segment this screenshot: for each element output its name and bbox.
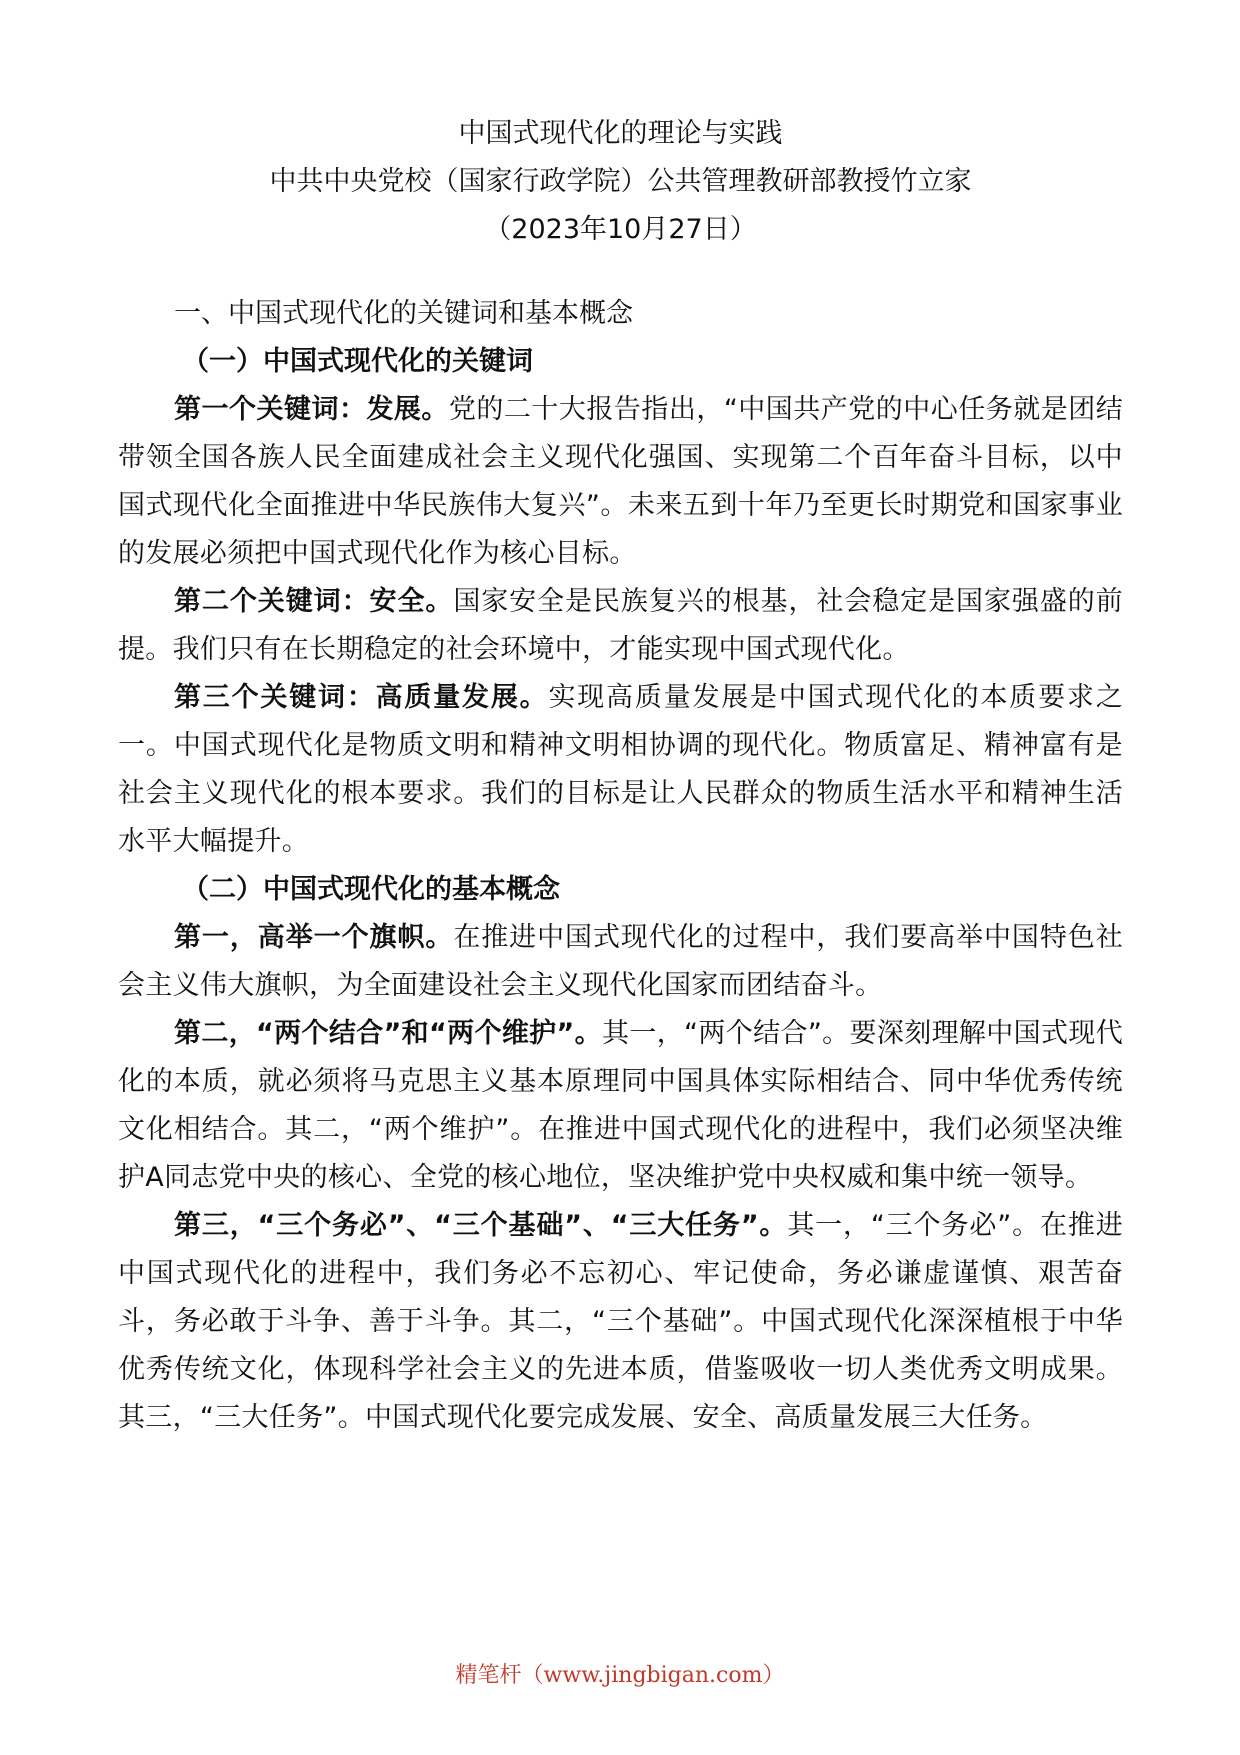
paragraph-text: 其一，“三个务必”。在推进中国式现代化的进程中，我们务必不忘初心、牢记使命，务必谦虚谨慎、艰苦奋斗，务必敢于斗争、善于斗争。其二，“三个基础”。中国式现代化深深植根于中华优秀传统文化，体现科学社会主义的先进本质，借鉴吸收一切人类优秀文明成果。其三，“三大任务”。中国式现代化要完成发展、安全、高质量发展三大任务。 [118,1210,1124,1433]
paragraph-lead: 第二，“两个结合”和“两个维护”。 [174,1018,602,1049]
paragraph-concept-two [118,1010,1123,1202]
paragraph-lead: 第三个关键词：高质量发展。 [174,682,549,713]
paragraph-text: 在推进中国式现代化的过程中，我们要高举中国特色社会主义伟大旗帜，为全面建设社会主义现代化国家而团结奋斗。 [118,922,1124,1001]
paragraph-text: 其一，“两个结合”。要深刻理解中国式现代化的本质，就必须将马克思主义基本原理同中国具体实际相结合、同中华优秀传统文化相结合。其二，“两个维护”。在推进中国式现代化的进程中，我们必须坚决维护A同志党中央的核心、全党的核心地位，坚决维护党中央权威和集中统一领导。 [118,1018,1123,1193]
document-date: （2023年10月27日） [484,214,757,245]
footer-watermark: 精笔杆（www.jingbigan.com） [455,1663,785,1688]
paragraph-text: 实现高质量发展是中国式现代化的本质要求之一。中国式现代化是物质文明和精神文明相协调的现代化。物质富足、精神富有是社会主义现代化的根本要求。我们的目标是让人民群众的物质生活水平和精神生活水平大幅提升。 [118,682,1123,857]
document-title: 中国式现代化的理论与实践 [458,118,783,149]
paragraph-concept-three [118,1202,1123,1442]
author-line: 中共中央党校（国家行政学院）公共管理教研部教授竹立家 [269,166,972,197]
paragraph-lead: 第一个关键词：发展。 [174,394,449,425]
document-header [118,110,1123,254]
paragraph-keyword-quality [118,674,1123,866]
document-page [118,110,1123,1442]
paragraph-concept-flag [118,914,1123,1010]
paragraph-text: 国家安全是民族复兴的根基，社会稳定是国家强盛的前提。我们只有在长期稳定的社会环境中，才能实现中国式现代化。 [118,586,1124,665]
paragraph-lead: 第一，高举一个旗帜。 [174,922,454,953]
paragraph-lead: 第二个关键词：安全。 [174,586,454,617]
subsection-heading-keywords: （一）中国式现代化的关键词 [182,346,533,377]
paragraph-lead: 第三，“三个务必”、“三个基础”、“三大任务”。 [174,1210,788,1241]
section-heading: 一、中国式现代化的关键词和基本概念 [174,298,633,329]
subsection-heading-concepts: （二）中国式现代化的基本概念 [182,874,560,905]
paragraph-keyword-security [118,578,1123,674]
paragraph-text: 党的二十大报告指出，“中国共产党的中心任务就是团结带领全国各族人民全面建成社会主义现代化强国、实现第二个百年奋斗目标，以中国式现代化全面推进中华民族伟大复兴”。未来五到十年乃至更长时期党和国家事业的发展必须把中国式现代化作为核心目标。 [118,394,1123,569]
paragraph-keyword-development [118,386,1123,578]
